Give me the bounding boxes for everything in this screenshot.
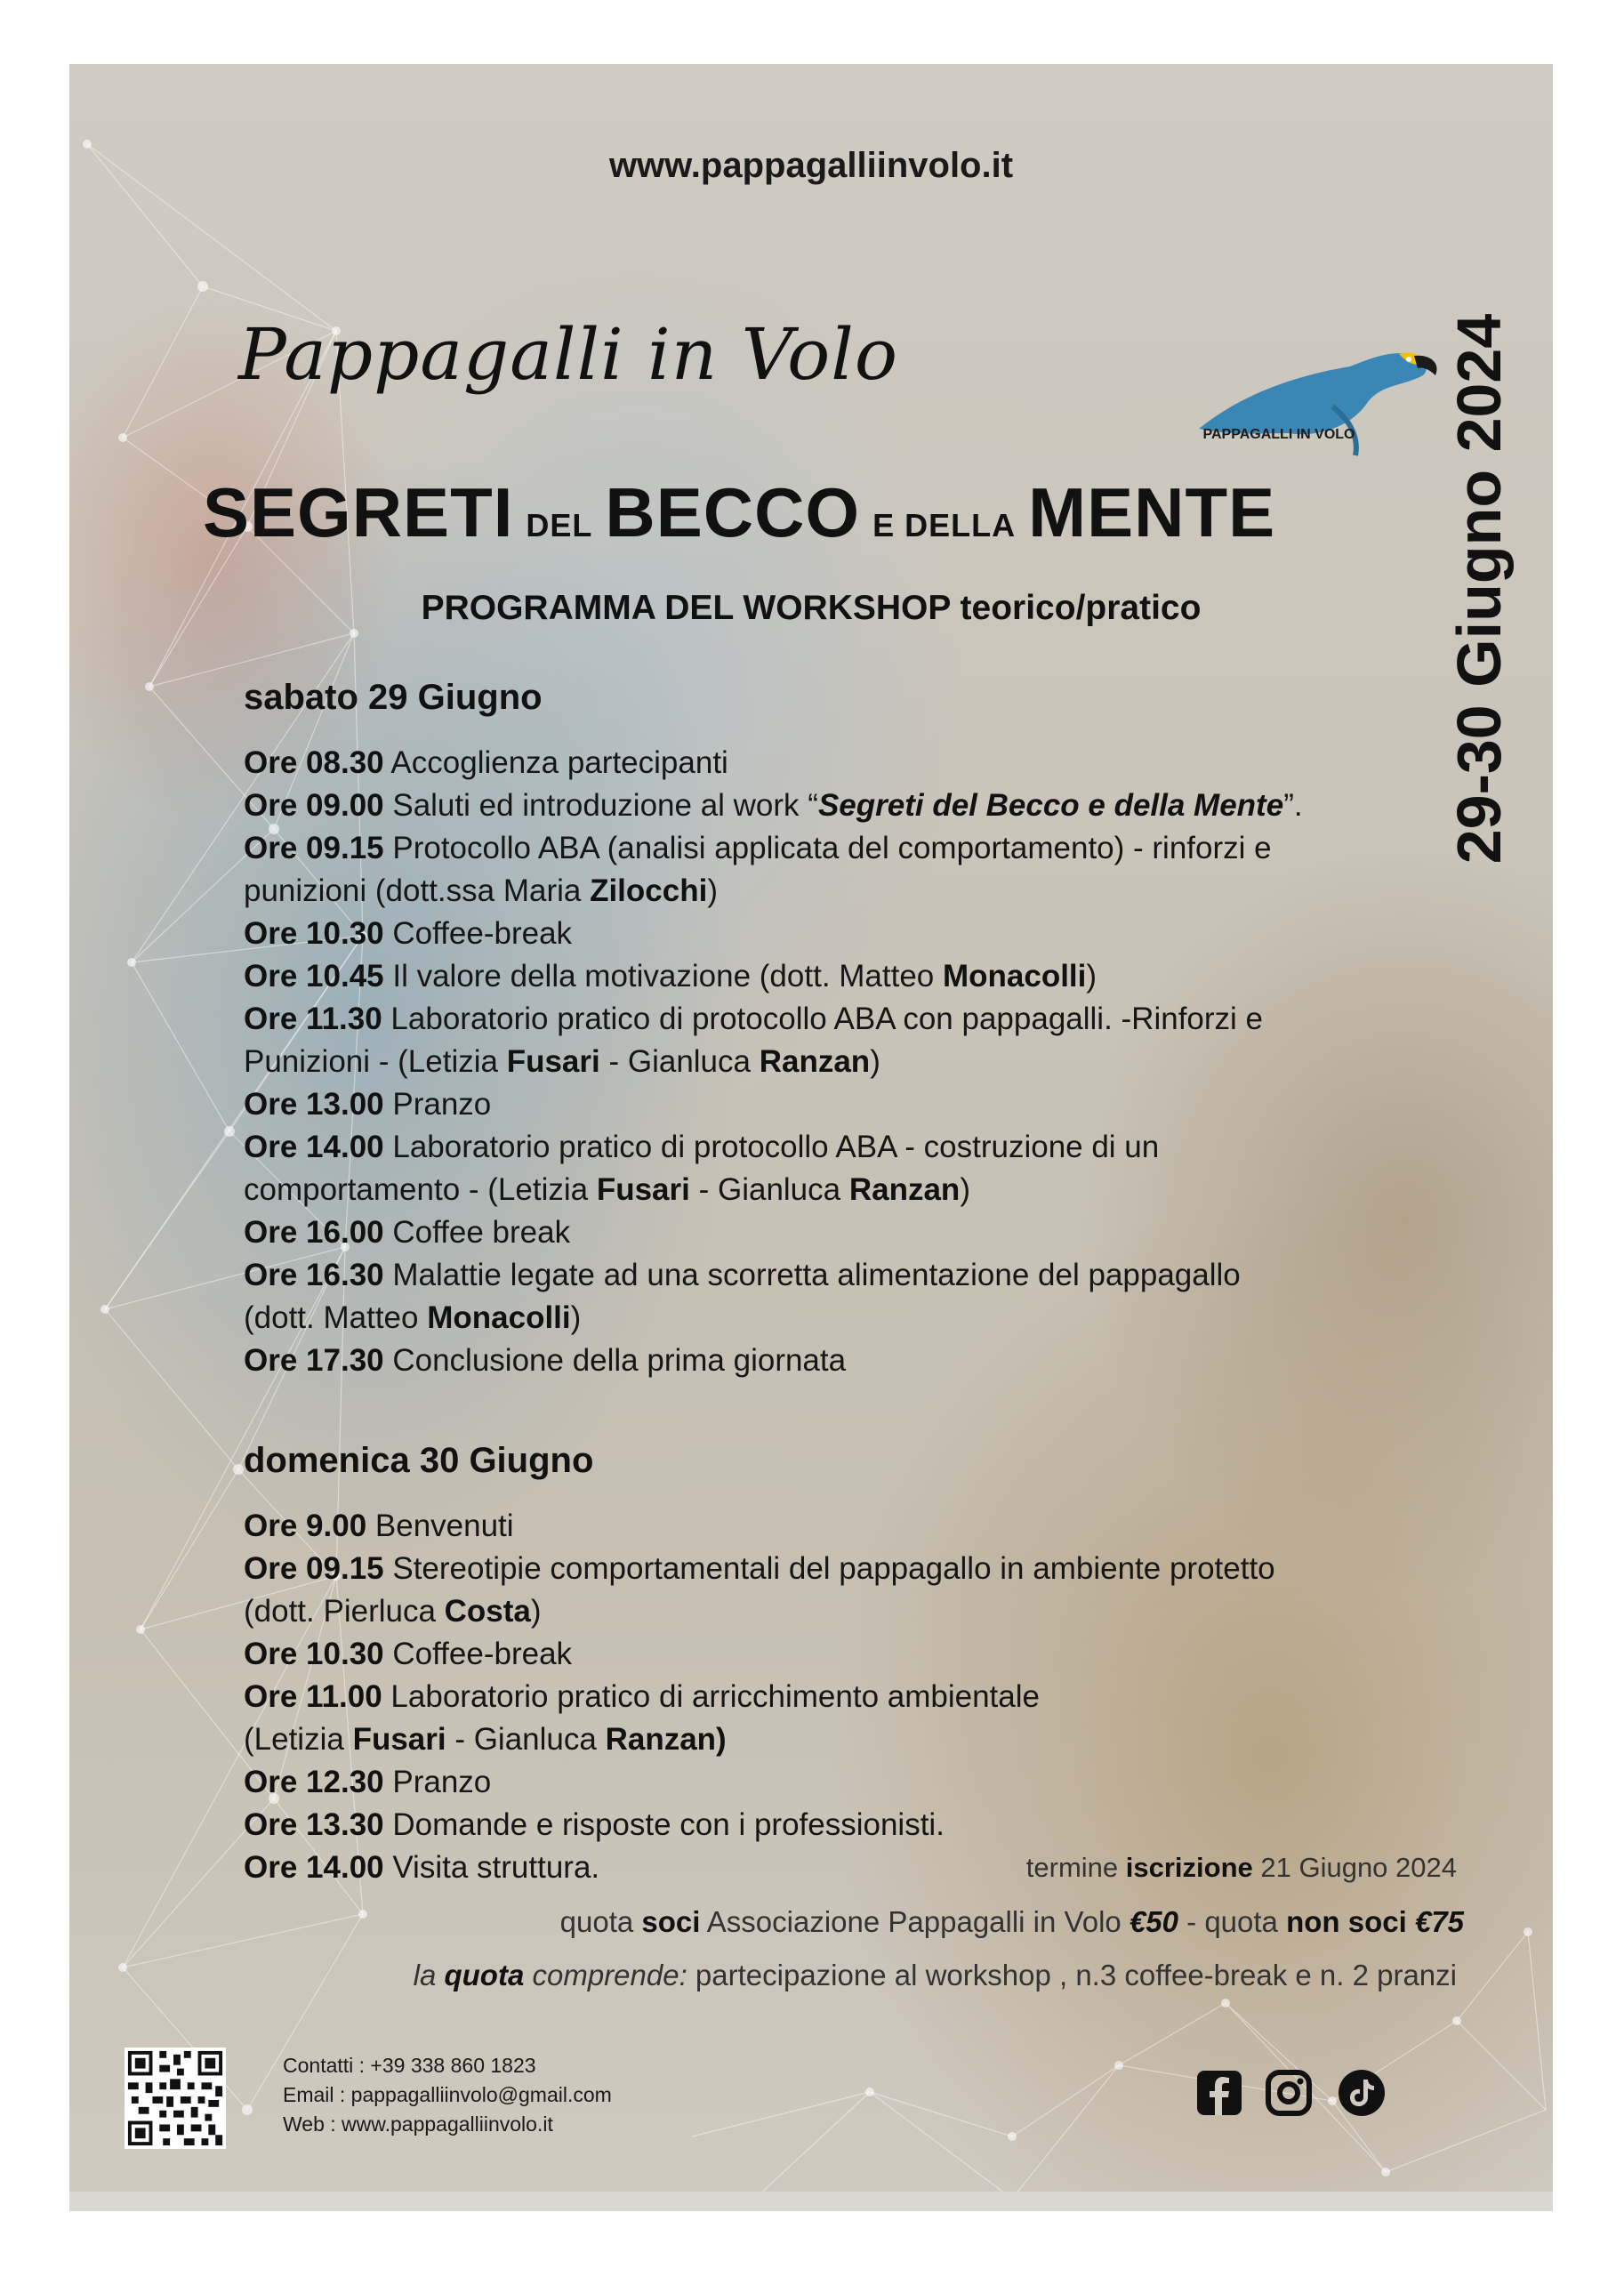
text-segment: comportamento - (Letizia — [244, 1172, 597, 1207]
text-segment: ”. — [1283, 788, 1303, 823]
text-segment: Coffee break — [383, 1215, 571, 1250]
workshop-subtitle — [69, 589, 1553, 628]
text-segment: 21 Giugno 2024 — [1252, 1852, 1457, 1883]
emphasis-text: Ore 9.00 — [244, 1509, 367, 1543]
parrot-logo — [1181, 322, 1466, 464]
text-segment: ) — [960, 1172, 970, 1207]
schedule-row — [244, 1590, 1435, 1633]
schedule-row — [244, 1083, 1435, 1126]
text-segment: Punizioni - (Letizia — [244, 1044, 507, 1079]
fee-info — [560, 1905, 1464, 1939]
text-segment: Pranzo — [383, 1765, 492, 1799]
text-segment: Il valore della motivazione (dott. Matteo — [383, 959, 943, 994]
emphasis-text: Costa — [444, 1594, 531, 1629]
emphasis-text: Ore 08.30 — [244, 745, 384, 780]
text-segment: Associazione Pappagalli in Volo — [700, 1905, 1130, 1938]
schedule-row — [244, 1804, 1435, 1847]
title-word: SEGRETI — [203, 473, 514, 551]
contact-web[interactable]: Web : www.pappagalliinvolo.it — [283, 2112, 553, 2136]
emphasis-text: la — [413, 1959, 445, 1991]
emphasis-text: quota — [444, 1959, 525, 1991]
schedule-row — [244, 784, 1435, 827]
text-segment: quota — [559, 1905, 642, 1938]
emphasis-text: €75 — [1414, 1905, 1464, 1938]
emphasis-text: Ore 14.00 — [244, 1130, 384, 1164]
text-segment: Protocollo ABA (analisi applicata del comportamento) - rinforzi e — [383, 831, 1272, 865]
bottom-strip — [69, 2192, 1553, 2211]
main-title — [203, 473, 1448, 551]
text-segment: Benvenuti — [366, 1509, 514, 1543]
emphasis-text: soci — [641, 1905, 701, 1938]
text-segment: - Gianluca — [599, 1044, 760, 1079]
emphasis-text: Ore 10.30 — [244, 916, 384, 951]
emphasis-text: Ore 09.00 — [244, 788, 384, 823]
vertical-date-text: 29-30 Giugno 2024 — [1444, 313, 1514, 865]
contact-email[interactable]: Email : pappagalliinvolo@gmail.com — [283, 2083, 612, 2106]
schedule-row — [244, 955, 1435, 998]
text-segment: Malattie legate ad una scorretta alimentazione del pappagallo — [383, 1258, 1241, 1292]
schedule-row — [244, 1211, 1435, 1254]
text-segment: ) — [707, 873, 718, 908]
schedule-row — [244, 1169, 1435, 1211]
text-segment: - quota — [1178, 1905, 1287, 1938]
facebook-icon[interactable] — [1195, 2069, 1243, 2117]
instagram-icon[interactable] — [1265, 2069, 1313, 2117]
subtitle-rest: teorico/pratico — [950, 589, 1202, 627]
text-segment: Pranzo — [383, 1087, 492, 1122]
qr-code[interactable] — [125, 2048, 226, 2149]
schedule-row — [244, 870, 1435, 913]
script-title: Pappagalli in Volo — [238, 313, 899, 396]
text-segment: Accoglienza partecipanti — [383, 745, 728, 780]
text-segment: ) — [570, 1300, 582, 1335]
emphasis-text: Ore 11.00 — [244, 1679, 382, 1714]
text-segment: Stereotipie comportamentali del pappagallo in ambiente protetto — [383, 1551, 1275, 1586]
schedule-row — [244, 1126, 1435, 1169]
text-segment: Visita struttura. — [383, 1850, 600, 1885]
title-word: BECCO — [605, 473, 861, 551]
text-segment: punizioni (dott.ssa Maria — [244, 873, 591, 908]
schedule-row — [244, 1505, 1435, 1548]
schedule-row — [244, 998, 1435, 1041]
text-segment: ) — [530, 1594, 542, 1629]
emphasis-text: Ore 11.30 — [244, 1002, 382, 1036]
emphasis-text: Ore 10.30 — [244, 1637, 384, 1671]
poster-background — [69, 64, 1553, 2211]
emphasis-text: Ore 12.30 — [244, 1765, 384, 1799]
emphasis-text: Fusari — [352, 1722, 446, 1757]
emphasis-text: Zilocchi — [590, 873, 708, 908]
schedule-row — [244, 1676, 1435, 1718]
text-segment: ) — [1086, 959, 1097, 994]
contact-phone[interactable]: Contatti : +39 338 860 1823 — [283, 2054, 536, 2077]
schedule-row — [244, 827, 1435, 870]
emphasis-text: Segreti del Becco e della Mente — [817, 788, 1284, 823]
schedule-row — [244, 1254, 1435, 1297]
text-segment: Laboratorio pratico di arricchimento ambientale — [382, 1679, 1040, 1714]
emphasis-text: Ore 13.30 — [244, 1807, 384, 1842]
text-segment: (dott. Pierluca — [244, 1594, 445, 1629]
schedule-row — [244, 1297, 1435, 1340]
emphasis-text: Ore 09.15 — [244, 1551, 384, 1586]
schedule-row — [244, 742, 1435, 784]
title-word: MENTE — [1028, 473, 1276, 551]
text-segment: partecipazione al workshop , n.3 coffee-break e n. 2 pranzi — [687, 1959, 1457, 1991]
emphasis-text: Fusari — [596, 1172, 690, 1207]
emphasis-text: Monacolli — [427, 1300, 571, 1335]
schedule-row — [244, 1041, 1435, 1083]
schedule-row — [244, 1548, 1435, 1590]
emphasis-text: Ore 17.30 — [244, 1343, 384, 1378]
emphasis-text: iscrizione — [1125, 1852, 1253, 1883]
emphasis-text: Ranzan) — [605, 1722, 727, 1757]
emphasis-text: Ore 10.45 — [244, 959, 384, 994]
text-segment: Coffee-break — [383, 916, 573, 951]
emphasis-text: Ranzan — [848, 1172, 961, 1207]
day1-heading: sabato 29 Giugno — [244, 678, 543, 717]
emphasis-text: Ore 16.30 — [244, 1258, 384, 1292]
text-segment: Coffee-break — [383, 1637, 573, 1671]
emphasis-text: Fusari — [506, 1044, 600, 1079]
text-segment: - Gianluca — [446, 1722, 606, 1757]
social-icons — [1195, 2069, 1409, 2122]
emphasis-text: Ranzan — [759, 1044, 871, 1079]
website-url[interactable]: www.pappagalliinvolo.it — [608, 146, 1014, 185]
vertical-date — [1439, 251, 1519, 927]
text-segment: Laboratorio pratico di protocollo ABA - costruzione di un — [383, 1130, 1160, 1164]
text-segment: Domande e risposte con i professionisti. — [383, 1807, 945, 1842]
day2-heading: domenica 30 Giugno — [244, 1441, 594, 1480]
logo-text: PAPPAGALLI IN VOLO — [1202, 427, 1355, 442]
schedule-row — [244, 913, 1435, 955]
emphasis-text: Ore 16.00 — [244, 1215, 384, 1250]
emphasis-text: Monacolli — [942, 959, 1087, 994]
fee-includes — [414, 1959, 1457, 1992]
emphasis-text: Ore 13.00 — [244, 1087, 384, 1122]
day2-schedule — [244, 1505, 1435, 1889]
text-segment: Saluti ed introduzione al work “ — [383, 788, 818, 823]
text-segment: ) — [870, 1044, 880, 1079]
text-segment — [1407, 1905, 1415, 1938]
emphasis-text: €50 — [1129, 1905, 1178, 1938]
title-connector: E DELLA — [872, 507, 1017, 543]
schedule-row — [244, 1633, 1435, 1676]
parrot-icon — [1181, 322, 1466, 464]
subtitle-bold: PROGRAMMA DEL WORKSHOP — [421, 589, 951, 627]
emphasis-text: Ore 09.15 — [244, 831, 384, 865]
text-segment: (Letizia — [244, 1722, 353, 1757]
emphasis-text: Ore 14.00 — [244, 1850, 384, 1885]
day1-schedule — [244, 742, 1435, 1382]
emphasis-text: non soci — [1286, 1905, 1407, 1938]
tiktok-icon[interactable] — [1338, 2069, 1386, 2117]
schedule-row — [244, 1340, 1435, 1382]
schedule-row — [244, 1761, 1435, 1804]
text-segment: Conclusione della prima giornata — [383, 1343, 847, 1378]
text-segment: (dott. Matteo — [244, 1300, 428, 1335]
text-segment: - Gianluca — [689, 1172, 849, 1207]
text-segment: Laboratorio pratico di protocollo ABA con pappagalli. -Rinforzi e — [382, 1002, 1264, 1036]
contacts-block — [283, 2051, 612, 2139]
schedule-row — [244, 1718, 1435, 1761]
registration-deadline — [1026, 1852, 1457, 1884]
emphasis-text: comprende: — [524, 1959, 687, 1991]
text-segment: termine — [1025, 1852, 1126, 1883]
title-connector: DEL — [526, 507, 593, 543]
